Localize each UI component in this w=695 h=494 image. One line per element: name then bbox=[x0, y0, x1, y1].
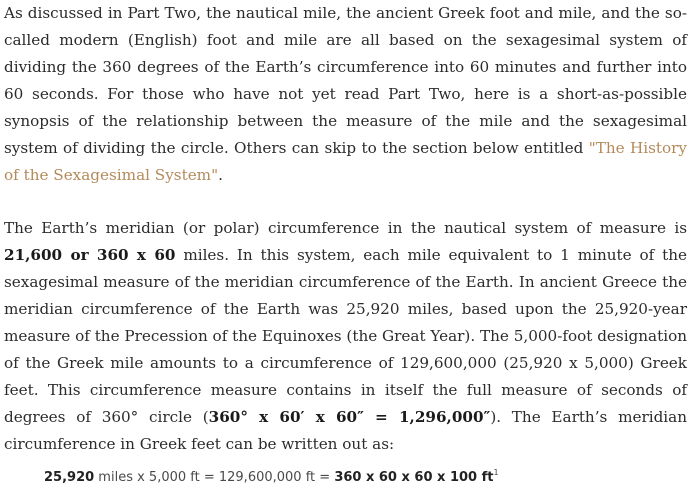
article-body bbox=[4, 0, 687, 458]
sexagesimal-history-link[interactable]: "The History of the Sexagesimal System" bbox=[4, 139, 687, 184]
paragraph-intro-text: As discussed in Part Two, the nautical mile, the ancient Greek foot and mile, and the so-called modern (English) foot and mile are all based on the sexagesimal system of dividing the 360 degrees of the Earth’s circumference into 60 minutes and further into 60 seconds. For those who have not yet read Part Two, here is a short-as-possible synopsis of the relationship between the measure of the mile and the sexagesimal system of dividing the circle. Others can skip to the section below entitled bbox=[4, 4, 687, 157]
formula-result: 360 x 60 x 60 x 100 ft bbox=[334, 470, 494, 485]
formula-mid-text: miles x 5,000 ft = 129,600,000 ft = bbox=[94, 470, 335, 485]
footnote-marker[interactable]: 1 bbox=[493, 468, 499, 477]
nautical-circumference-value: 21,600 or 360 x 60 bbox=[4, 246, 176, 264]
paragraph-intro-end: . bbox=[218, 166, 223, 184]
meridian-text-2: miles. In this system, each mile equivalent to 1 minute of the sexagesimal measure of the meridian circumference of the Earth. In ancient Greece the meridian circumference of the Earth was 25,920 miles, based upon the 25,920-year measure of the Precession of the Equinoxes (the Great Year). The 5,000-foot designation of the Greek mile amounts to a circumference of 129,600,000 (25,920 x 5,000) Greek feet. This circumference measure contains in itself the full measure of seconds of degrees of 360° circle ( bbox=[4, 246, 687, 426]
circumference-formula bbox=[44, 468, 499, 488]
paragraph-meridian bbox=[4, 215, 687, 458]
circle-seconds-formula: 360° x 60′ x 60″ = 1,296,000″ bbox=[208, 408, 491, 426]
meridian-text-1: The Earth’s meridian (or polar) circumference in the nautical system of measure is bbox=[4, 219, 687, 237]
meridian-text-3: ). The Earth’s meridian circumference in Greek feet can be written out as: bbox=[4, 408, 687, 453]
paragraph-intro bbox=[4, 0, 687, 189]
formula-miles-value: 25,920 bbox=[44, 470, 95, 485]
